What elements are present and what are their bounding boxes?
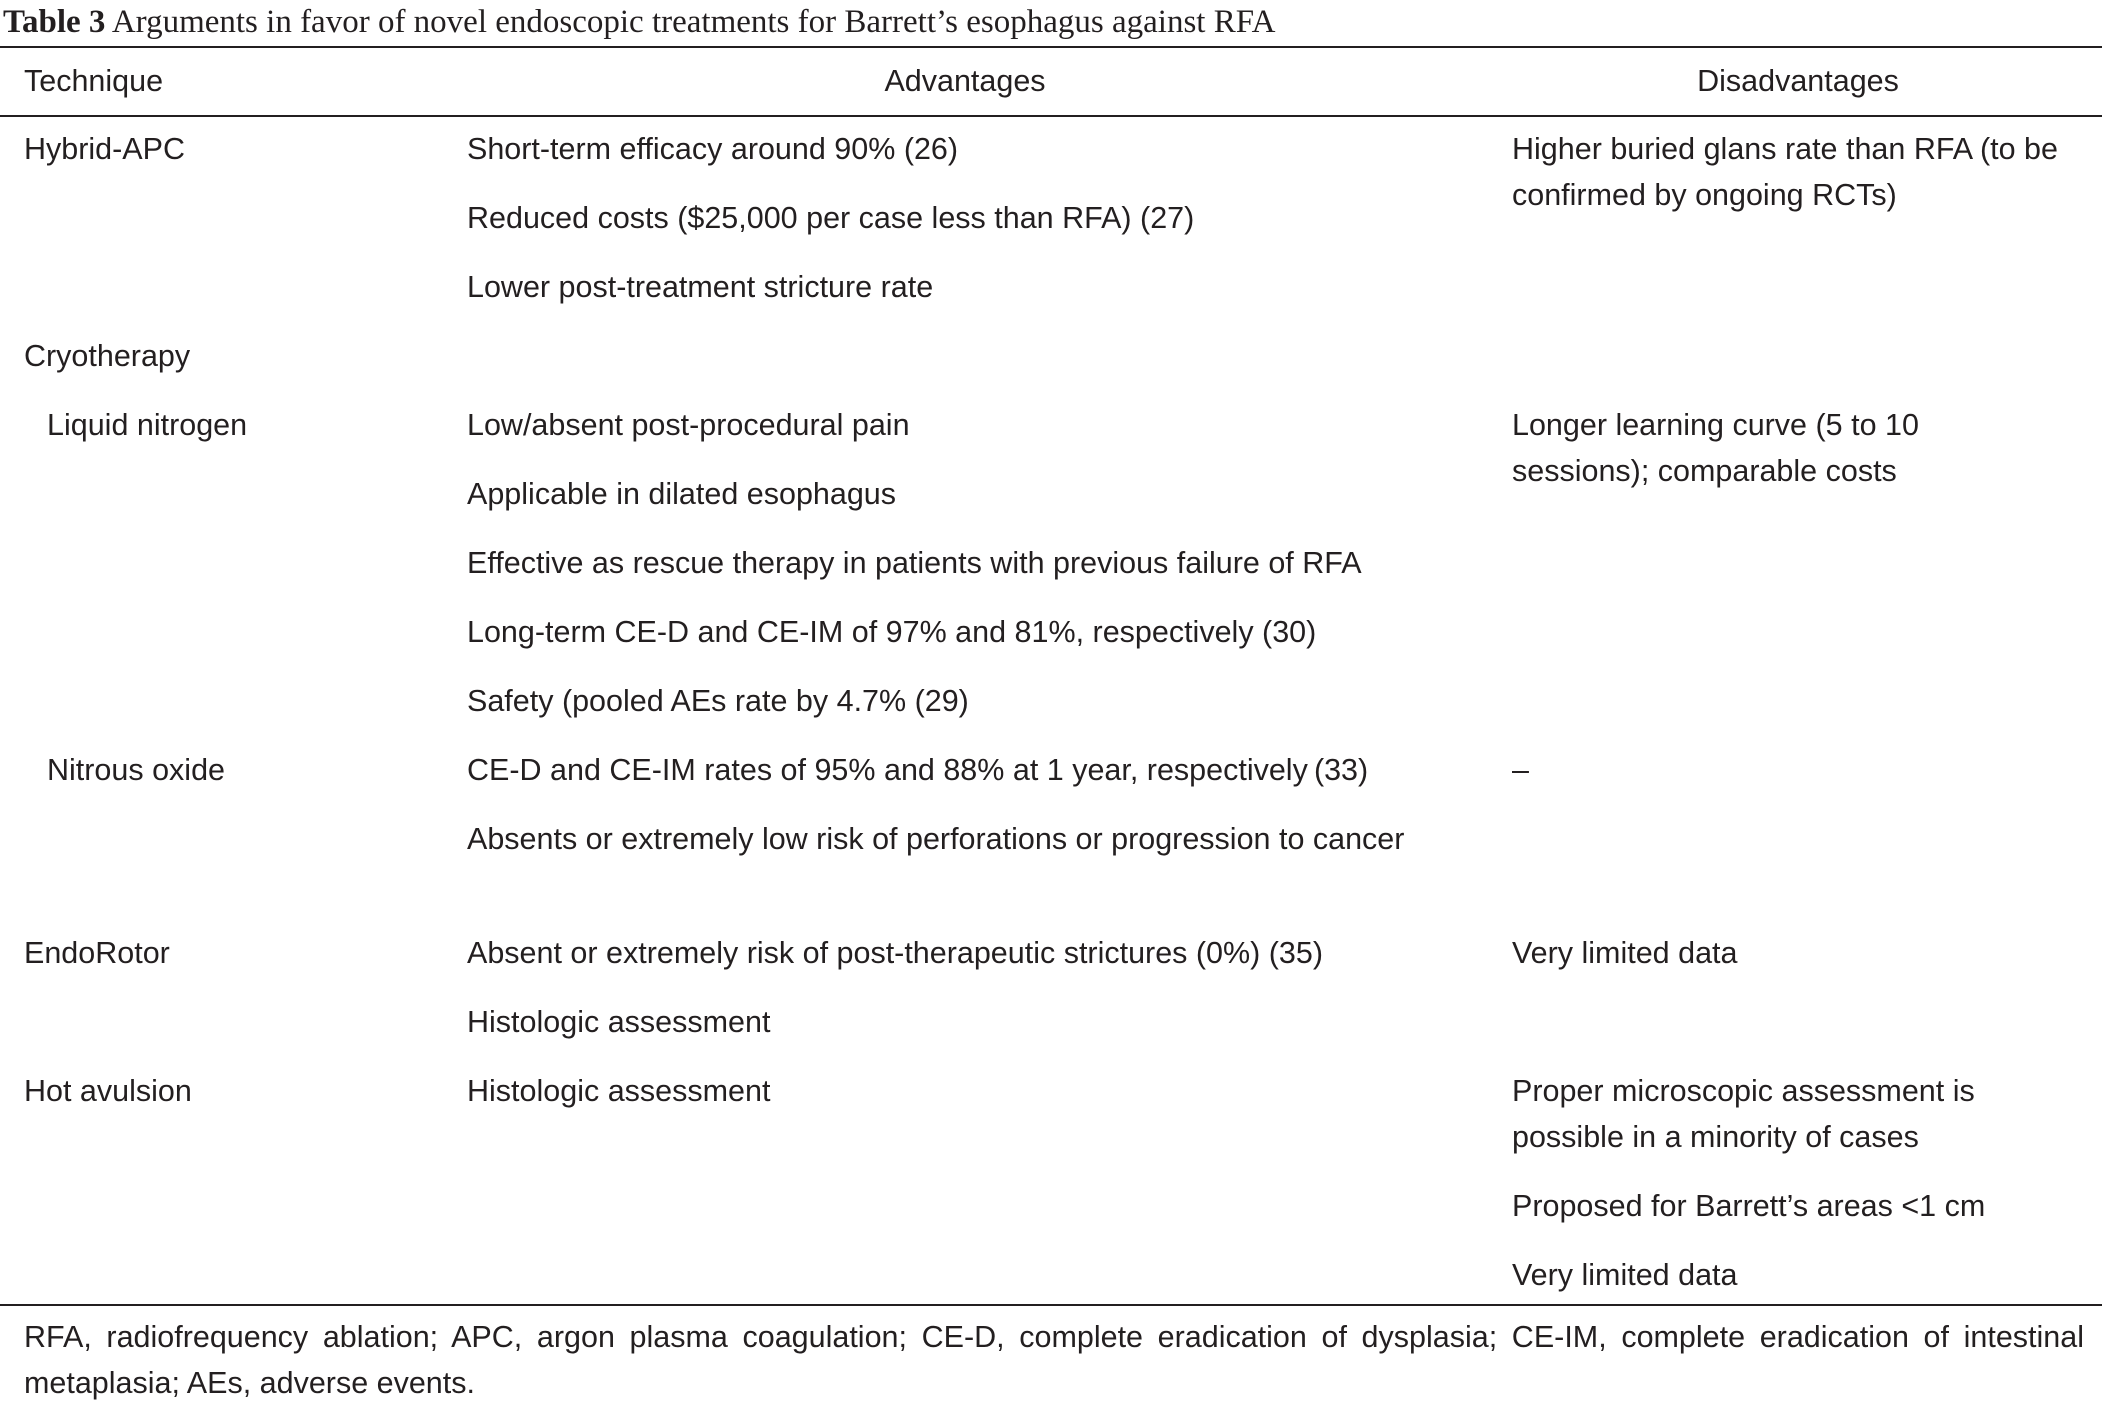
header-advantages: Advantages bbox=[884, 64, 1046, 98]
disadvantage-item: – bbox=[1512, 753, 1529, 787]
advantage-item: Safety (pooled AEs rate by 4.7% (29) bbox=[467, 684, 969, 718]
advantage-item: Absent or extremely risk of post-therapeutic strictures (0%) (35) bbox=[467, 936, 1323, 970]
disadvantage-item: Very limited data bbox=[1512, 936, 1738, 970]
advantage-item: Low/absent post-procedural pain bbox=[467, 408, 910, 442]
technique-endorotor: EndoRotor bbox=[24, 936, 170, 970]
table-footnote: RFA, radiofrequency ablation; APC, argon plasma coagulation; CE-D, complete eradication of dysplasia; CE-IM, complete eradication of intestinal metaplasia; AEs, adverse events. bbox=[24, 1320, 2084, 1400]
header-disadvantages: Disadvantages bbox=[1697, 64, 1899, 98]
disadvantage-item: Longer learning curve (5 to 10 sessions); comparable costs bbox=[1512, 408, 1919, 488]
advantage-item: Effective as rescue therapy in patients with previous failure of RFA bbox=[467, 546, 1362, 580]
technique-cryotherapy: Cryotherapy bbox=[24, 339, 191, 373]
advantage-item: Histologic assessment bbox=[467, 1005, 771, 1039]
table-caption bbox=[3, 2, 1275, 42]
advantage-item: Lower post-treatment stricture rate bbox=[467, 270, 934, 304]
header-technique: Technique bbox=[24, 64, 164, 98]
header-rule bbox=[0, 115, 2102, 117]
bottom-rule bbox=[0, 1304, 2102, 1306]
advantage-item: Applicable in dilated esophagus bbox=[467, 477, 897, 511]
advantage-item: CE-D and CE-IM rates of 95% and 88% at 1 year, respectively (33) bbox=[467, 753, 1369, 787]
disadvantage-item: Higher buried glans rate than RFA (to be confirmed by ongoing RCTs) bbox=[1512, 132, 2058, 212]
technique-liquid-nitrogen: Liquid nitrogen bbox=[47, 408, 248, 442]
technique-hybrid-apc: Hybrid-APC bbox=[24, 132, 186, 166]
advantage-item: Long-term CE-D and CE-IM of 97% and 81%, respectively (30) bbox=[467, 615, 1317, 649]
technique-hot-avulsion: Hot avulsion bbox=[24, 1074, 192, 1108]
disadvantage-item: Proper microscopic assessment is possible in a minority of cases bbox=[1512, 1074, 1975, 1154]
table-label: Table 3 bbox=[3, 4, 106, 40]
top-rule bbox=[0, 46, 2102, 48]
advantage-item: Reduced costs ($25,000 per case less than RFA) (27) bbox=[467, 201, 1195, 235]
table-title: Arguments in favor of novel endoscopic treatments for Barrett’s esophagus against RFA bbox=[111, 4, 1276, 40]
advantage-item: Short-term efficacy around 90% (26) bbox=[467, 132, 959, 166]
technique-nitrous-oxide: Nitrous oxide bbox=[47, 753, 225, 787]
disadvantage-item: Very limited data bbox=[1512, 1258, 1738, 1292]
disadvantage-item: Proposed for Barrett’s areas <1 cm bbox=[1512, 1189, 1986, 1223]
advantage-item: Absents or extremely low risk of perforations or progression to cancer bbox=[467, 822, 1405, 856]
advantage-item: Histologic assessment bbox=[467, 1074, 771, 1108]
